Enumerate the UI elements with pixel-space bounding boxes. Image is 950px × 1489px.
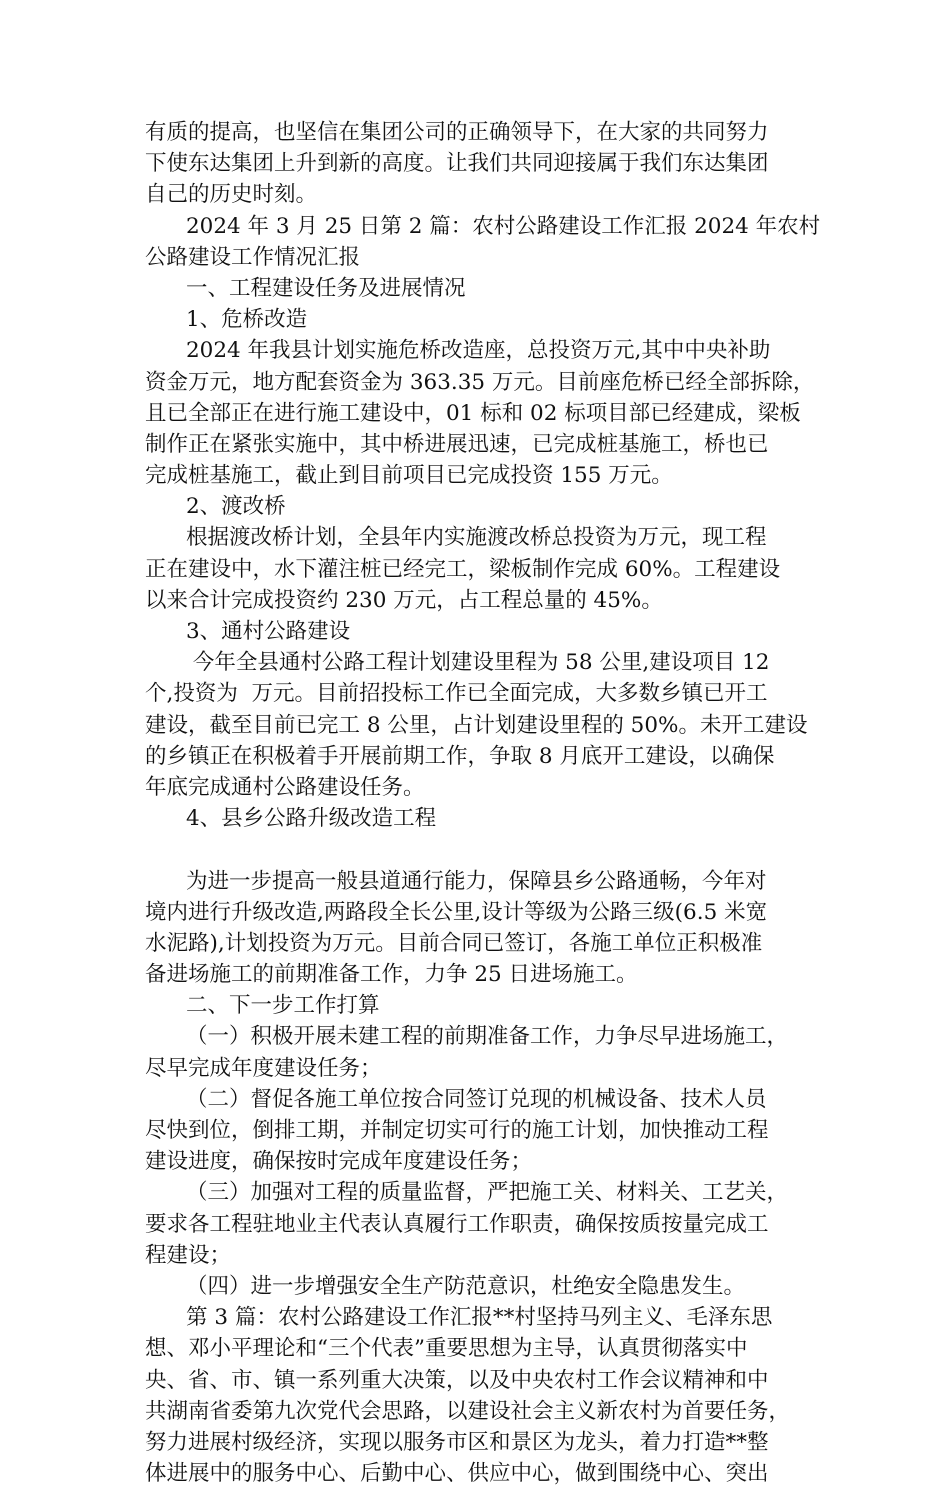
text-line: 正在建设中，水下灌注桩已经完工，梁板制作完成 60%。工程建设: [145, 556, 781, 582]
text-line: 尽快到位，倒排工期，并制定切实可行的施工计划，加快推动工程: [145, 1118, 769, 1143]
text-line: （一）积极开展未建工程的前期准备工作，力争尽早进场施工，: [145, 1024, 789, 1050]
text-line: 想、邓小平理论和“三个代表”重要思想为主导，认真贯彻落实中: [145, 1336, 748, 1362]
text-line: 以来合计完成投资约 230 万元，占工程总量的 45%。: [145, 587, 663, 613]
text-line: 二、下一步工作打算: [145, 993, 380, 1019]
text-line: 4、县乡公路升级改造工程: [145, 806, 437, 832]
text-line: 境内进行升级改造,两路段全长公里,设计等级为公路三级(6.5 米宽: [145, 899, 768, 925]
text-line: 共湖南省委第九次党代会思路，以建设社会主义新农村为首要任务，: [145, 1398, 791, 1424]
text-line: 为进一步提高一般县道通行能力，保障县乡公路通畅，今年对: [145, 868, 767, 894]
text-line: 水泥路),计划投资为万元。目前合同已签订，各施工单位正积极准: [145, 930, 763, 956]
text-line: 且已全部正在进行施工建设中，01 标和 02 标项目部已经建成，梁板: [145, 400, 801, 426]
text-line: 有质的提高，也坚信在集团公司的正确领导下，在大家的共同努力: [145, 120, 769, 145]
blank-line: [145, 834, 827, 865]
text-line: （三）加强对工程的质量监督，严把施工关、材料关、工艺关，: [145, 1180, 789, 1206]
text-line: （二）督促各施工单位按合同签订兑现的机械设备、技术人员: [145, 1086, 767, 1112]
text-line: 年底完成通村公路建设任务。: [145, 774, 425, 800]
text-line: 程建设；: [145, 1242, 232, 1268]
text-line: 要求各工程驻地业主代表认真履行工作职责，确保按质按量完成工: [145, 1211, 769, 1237]
text-line: 公路建设工作情况汇报: [145, 244, 361, 270]
text-line: 下使东达集团上升到新的高度。让我们共同迎接属于我们东达集团: [145, 151, 769, 177]
text-line: 建设，截至目前已完工 8 公里，占计划建设里程的 50%。未开工建设: [145, 712, 808, 738]
text-line: 自己的历史时刻。: [145, 182, 318, 208]
text-line: 建设进度，确保按时完成年度建设任务；: [145, 1149, 533, 1175]
text-line: 个,投资为 万元。目前招投标工作已全面完成，大多数乡镇已开工: [145, 681, 768, 707]
text-line: （四）进一步增强安全生产防范意识，杜绝安全隐患发生。: [145, 1273, 746, 1299]
text-line: 备进场施工的前期准备工作，力争 25 日进场施工。: [145, 962, 638, 988]
text-line: 制作正在紧张实施中，其中桥进展迅速，已完成桩基施工，桥也已: [145, 431, 769, 457]
text-line: 资金万元，地方配套资金为 363.35 万元。目前座危桥已经全部拆除，: [145, 369, 815, 395]
text-line: 根据渡改桥计划，全县年内实施渡改桥总投资为万元，现工程: [145, 525, 767, 551]
text-line: 完成桩基施工，截止到目前项目已完成投资 155 万元。: [145, 463, 673, 489]
text-line: 尽早完成年度建设任务；: [145, 1055, 382, 1081]
text-line: 今年全县通村公路工程计划建设里程为 58 公里,建设项目 12: [145, 650, 770, 676]
text-line: 第 3 篇：农村公路建设工作汇报**村坚持马列主义、毛泽东思: [145, 1305, 773, 1331]
text-line: 2、渡改桥: [145, 494, 286, 520]
text-line: 努力进展村级经济，实现以服务市区和景区为龙头，着力打造**整: [145, 1429, 769, 1455]
text-line: 3、通村公路建设: [145, 619, 351, 644]
text-line: 体进展中的服务中心、后勤中心、供应中心，做到围绕中心、突出: [145, 1461, 769, 1487]
text-line: 的乡镇正在积极着手开展前期工作，争取 8 月底开工建设，以确保: [145, 743, 775, 769]
text-line: 2024 年 3 月 25 日第 2 篇：农村公路建设工作汇报 2024 年农村: [145, 213, 821, 239]
text-line: 2024 年我县计划实施危桥改造座，总投资万元,其中中央补助: [145, 338, 771, 364]
text-line: 一、工程建设任务及进展情况: [145, 275, 466, 301]
document-body: [145, 117, 827, 1489]
text-line: 1、危桥改造: [145, 307, 308, 333]
text-line: 央、省、市、镇一系列重大决策，以及中央农村工作会议精神和中: [145, 1367, 769, 1393]
